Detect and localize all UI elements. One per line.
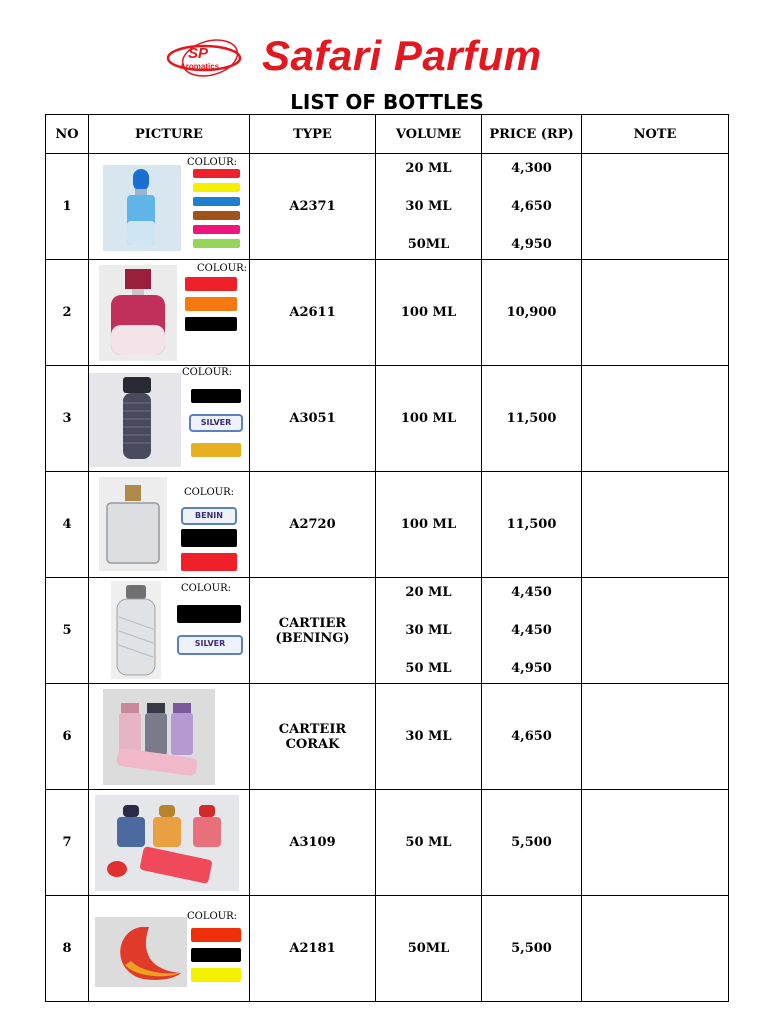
volume-cell — [376, 578, 482, 684]
row-number: 4 — [46, 472, 89, 578]
table-row — [46, 154, 729, 260]
picture-cell — [89, 366, 250, 472]
table-row — [46, 790, 729, 896]
header-price: PRICE (RP) — [482, 115, 582, 154]
row-number: 1 — [46, 154, 89, 260]
bottle-type: A3109 — [250, 790, 376, 896]
table-row — [46, 578, 729, 684]
table-header-row — [46, 115, 729, 154]
table-row — [46, 896, 729, 1002]
note-cell — [582, 154, 729, 260]
row-number: 3 — [46, 366, 89, 472]
svg-text:SP: SP — [188, 45, 209, 62]
colour-swatch-yellow — [191, 968, 241, 982]
volume-value: 30 ML — [405, 198, 452, 214]
type-line: CORAK — [285, 736, 340, 752]
colour-label: COLOUR: — [187, 910, 238, 922]
picture-cell — [89, 684, 250, 790]
colour-swatch-silver: SILVER — [189, 414, 243, 432]
bottle-type: A2181 — [250, 896, 376, 1002]
table-row — [46, 684, 729, 790]
colour-label: COLOUR: — [187, 156, 238, 168]
volume-value: 50 ML — [376, 790, 482, 896]
svg-text:Aromatics: Aromatics — [180, 62, 220, 71]
bottle-photo — [99, 265, 177, 361]
picture-cell — [89, 154, 250, 260]
note-cell — [582, 366, 729, 472]
colour-swatch-red — [185, 277, 237, 291]
table-row — [46, 472, 729, 578]
colour-label: COLOUR: — [182, 366, 233, 378]
type-line: CARTIER — [278, 615, 347, 631]
colour-swatch-black — [181, 529, 237, 547]
price-value: 5,500 — [482, 896, 582, 1002]
volume-value: 20 ML — [405, 160, 452, 176]
table-row — [46, 260, 729, 366]
price-value: 11,500 — [482, 366, 582, 472]
bottle-type — [250, 684, 376, 790]
colour-label: COLOUR: — [197, 262, 248, 274]
colour-swatch-black — [185, 317, 237, 331]
volume-value: 50 ML — [405, 660, 452, 676]
price-value: 4,950 — [511, 236, 552, 252]
picture-cell — [89, 578, 250, 684]
volume-value: 100 ML — [376, 260, 482, 366]
colour-swatch-red — [193, 169, 240, 178]
header — [0, 0, 768, 116]
price-cell — [482, 578, 582, 684]
colour-swatch-pink — [193, 225, 240, 234]
header-no: NO — [46, 115, 89, 154]
row-number: 2 — [46, 260, 89, 366]
table-row — [46, 366, 729, 472]
bottle-type: A2371 — [250, 154, 376, 260]
colour-label: COLOUR: — [181, 582, 232, 594]
volume-cell — [376, 154, 482, 260]
bottle-photo — [103, 689, 215, 785]
bottle-photo — [111, 581, 161, 679]
colour-swatch-benin: BENIN — [181, 507, 237, 525]
volume-value: 100 ML — [376, 472, 482, 578]
colour-swatch-orange — [185, 297, 237, 311]
volume-value: 20 ML — [405, 584, 452, 600]
price-value: 4,450 — [511, 622, 552, 638]
type-line: (BENING) — [275, 630, 350, 646]
colour-swatch-red — [181, 553, 237, 571]
note-cell — [582, 578, 729, 684]
picture-cell — [89, 896, 250, 1002]
bottle-photo — [99, 477, 167, 571]
price-value: 4,650 — [511, 198, 552, 214]
colour-swatch-green — [193, 239, 240, 248]
price-value: 4,300 — [511, 160, 552, 176]
colour-swatch-yellow — [193, 183, 240, 192]
row-number: 6 — [46, 684, 89, 790]
bottle-type — [250, 578, 376, 684]
bottle-photo — [89, 373, 181, 467]
volume-value: 50ML — [407, 236, 450, 252]
volume-value: 30 ML — [405, 622, 452, 638]
type-line: CARTEIR — [278, 721, 347, 737]
colour-swatch-blue — [193, 197, 240, 206]
sp-aromatics-logo — [166, 38, 246, 78]
note-cell — [582, 790, 729, 896]
colour-swatch-brown — [193, 211, 240, 220]
colour-swatch-silver: SILVER — [177, 635, 243, 655]
colour-swatch-black — [191, 389, 241, 403]
note-cell — [582, 684, 729, 790]
note-cell — [582, 472, 729, 578]
header-type: TYPE — [250, 115, 376, 154]
header-picture: PICTURE — [89, 115, 250, 154]
volume-value: 30 ML — [376, 684, 482, 790]
picture-cell — [89, 260, 250, 366]
bottle-type: A2720 — [250, 472, 376, 578]
row-number: 8 — [46, 896, 89, 1002]
bottle-table — [45, 114, 729, 1002]
price-value: 4,450 — [511, 584, 552, 600]
note-cell — [582, 260, 729, 366]
row-number: 5 — [46, 578, 89, 684]
price-value: 4,650 — [482, 684, 582, 790]
colour-label: COLOUR: — [184, 486, 235, 498]
picture-cell — [89, 472, 250, 578]
price-cell — [482, 154, 582, 260]
brand-name: Safari Parfum — [262, 32, 542, 79]
bottle-photo — [95, 917, 187, 987]
volume-value: 50ML — [376, 896, 482, 1002]
colour-swatch-orange-red — [191, 928, 241, 942]
price-value: 5,500 — [482, 790, 582, 896]
colour-swatch-black — [177, 605, 241, 623]
bottle-photo — [103, 165, 181, 251]
page-title: LIST OF BOTTLES — [290, 90, 484, 114]
row-number: 7 — [46, 790, 89, 896]
bottle-type: A3051 — [250, 366, 376, 472]
header-note: NOTE — [582, 115, 729, 154]
header-volume: VOLUME — [376, 115, 482, 154]
price-value: 4,950 — [511, 660, 552, 676]
bottle-photo — [95, 795, 239, 891]
note-cell — [582, 896, 729, 1002]
colour-swatch-black — [191, 948, 241, 962]
price-value: 10,900 — [482, 260, 582, 366]
price-value: 11,500 — [482, 472, 582, 578]
picture-cell — [89, 790, 250, 896]
bottle-type: A2611 — [250, 260, 376, 366]
colour-swatch-gold — [191, 443, 241, 457]
volume-value: 100 ML — [376, 366, 482, 472]
